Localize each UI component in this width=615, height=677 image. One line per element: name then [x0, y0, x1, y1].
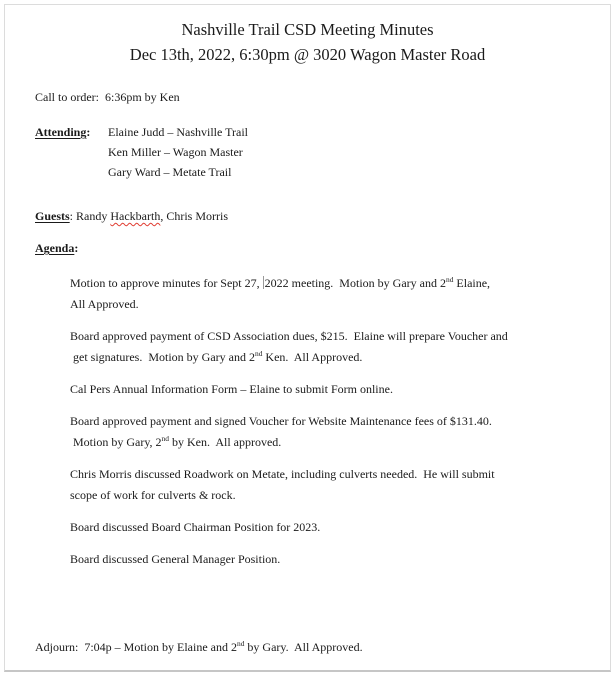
title-block — [0, 17, 615, 67]
agenda-item: Cal Pers Annual Information Form – Elaine to submit Form online. — [70, 382, 393, 396]
guests-label: Guests — [35, 209, 70, 223]
agenda-item: Board discussed General Manager Position. — [70, 552, 281, 566]
agenda-item: Chris Morris discussed Roadwork on Metate, including culverts needed. He will submit scope of work for culverts & rock. — [70, 467, 495, 502]
attendee-list — [108, 122, 248, 182]
agenda-item: Board approved payment and signed Voucher for Website Maintenance fees of $131.40. Motion by Gary, 2nd by Ken. All approved. — [70, 414, 492, 449]
agenda-items — [0, 273, 615, 570]
guests-names: : Randy Hackbarth, Chris Morris — [69, 209, 228, 223]
agenda-item: Board approved payment of CSD Association dues, $215. Elaine will prepare Voucher and get signatures. Motion by Gary and 2nd Ken. All Approved. — [70, 329, 508, 364]
attendee-line: Ken Miller – Wagon Master — [108, 145, 243, 159]
text-cursor — [263, 276, 264, 289]
adjourn-line: Adjourn: 7:04p – Motion by Elaine and 2nd by Gary. All Approved. — [35, 639, 363, 654]
guests-line — [35, 206, 615, 227]
attending-label: Attending: — [35, 125, 91, 139]
agenda-label: Agenda — [35, 241, 75, 255]
page-title: Nashville Trail CSD Meeting Minutes — [181, 20, 434, 39]
misspelled-word: Hackbarth — [110, 209, 161, 223]
agenda-label-line: Agenda: — [35, 241, 79, 255]
call-to-order-line: Call to order: 6:36pm by Ken — [35, 90, 180, 104]
agenda-item: Board discussed Board Chairman Position for 2023. — [70, 520, 321, 534]
attendee-line: Elaine Judd – Nashville Trail — [108, 125, 248, 139]
attending-section — [35, 122, 615, 182]
attendee-line: Gary Ward – Metate Trail — [108, 165, 232, 179]
agenda-item: Motion to approve minutes for Sept 27, 2022 meeting. Motion by Gary and 2nd Elaine, All Approved. — [70, 275, 491, 311]
page-subtitle: Dec 13th, 2022, 6:30pm @ 3020 Wagon Master Road — [129, 45, 486, 64]
